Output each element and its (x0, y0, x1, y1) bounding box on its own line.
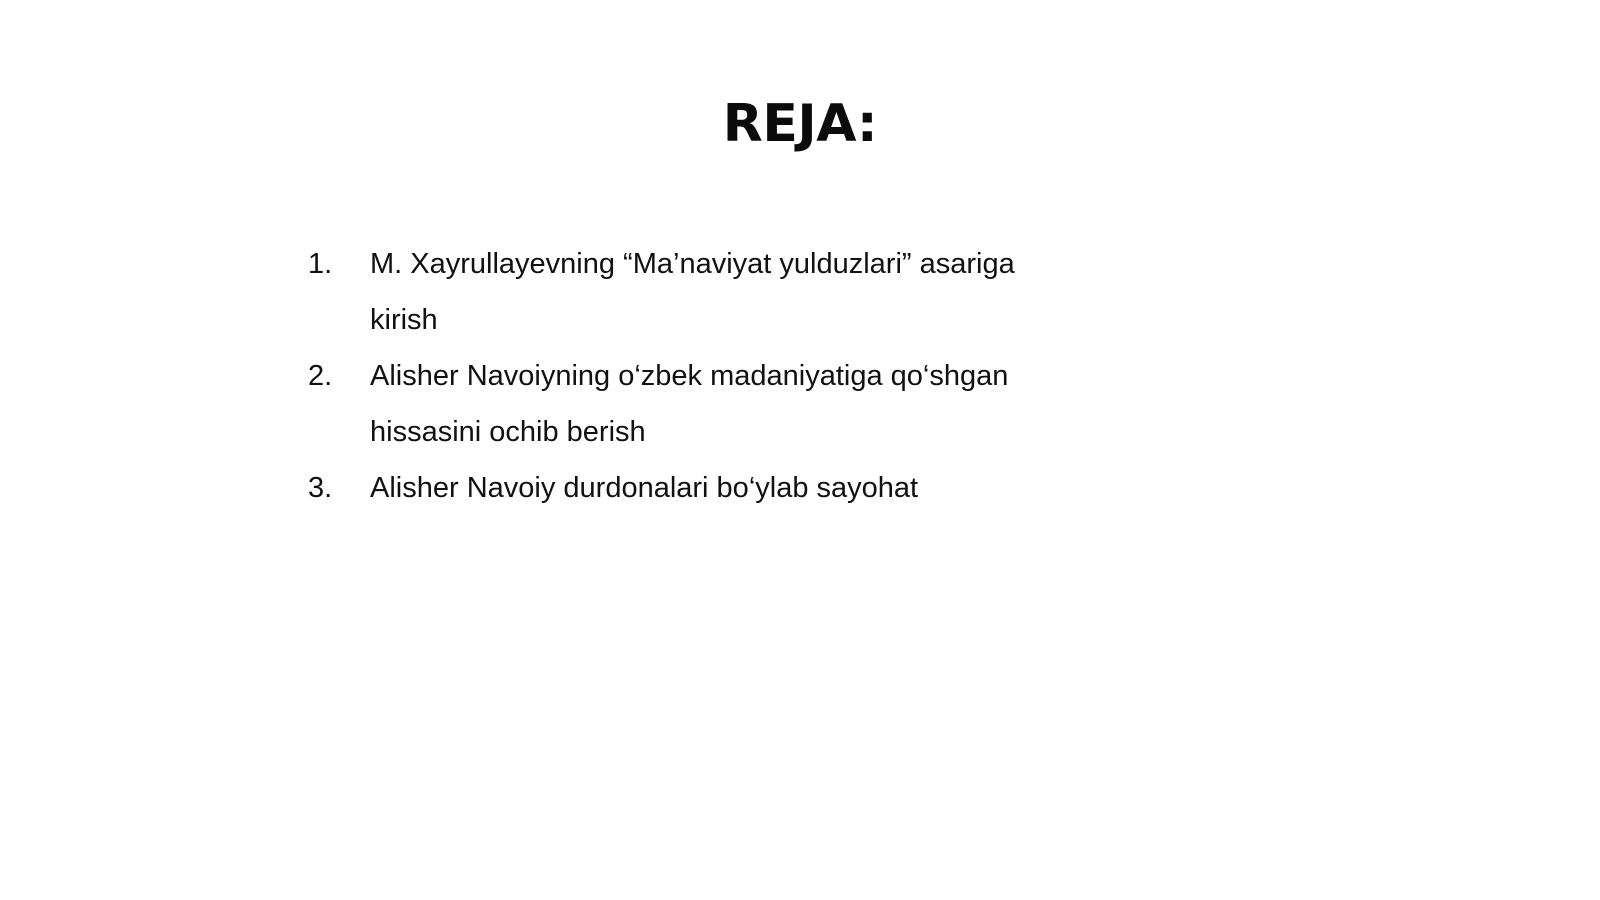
list-item (308, 348, 1088, 460)
item-text: Alisher Navoiy durdonalari bo‘ylab sayohat (370, 472, 919, 504)
item-text: M. Xayrullayevning “Ma’naviyat yulduzlari” asariga kirish (370, 248, 1015, 336)
plan-list (308, 236, 1088, 516)
item-text: Alisher Navoiyning o‘zbek madaniyatiga qo‘shgan hissasini ochib berish (370, 360, 1009, 448)
list-item (308, 460, 1088, 516)
slide-title: REJA: (722, 94, 878, 154)
list-item (308, 236, 1088, 348)
item-number: 1. (308, 248, 333, 280)
item-number: 2. (308, 360, 333, 392)
item-number: 3. (308, 472, 333, 504)
